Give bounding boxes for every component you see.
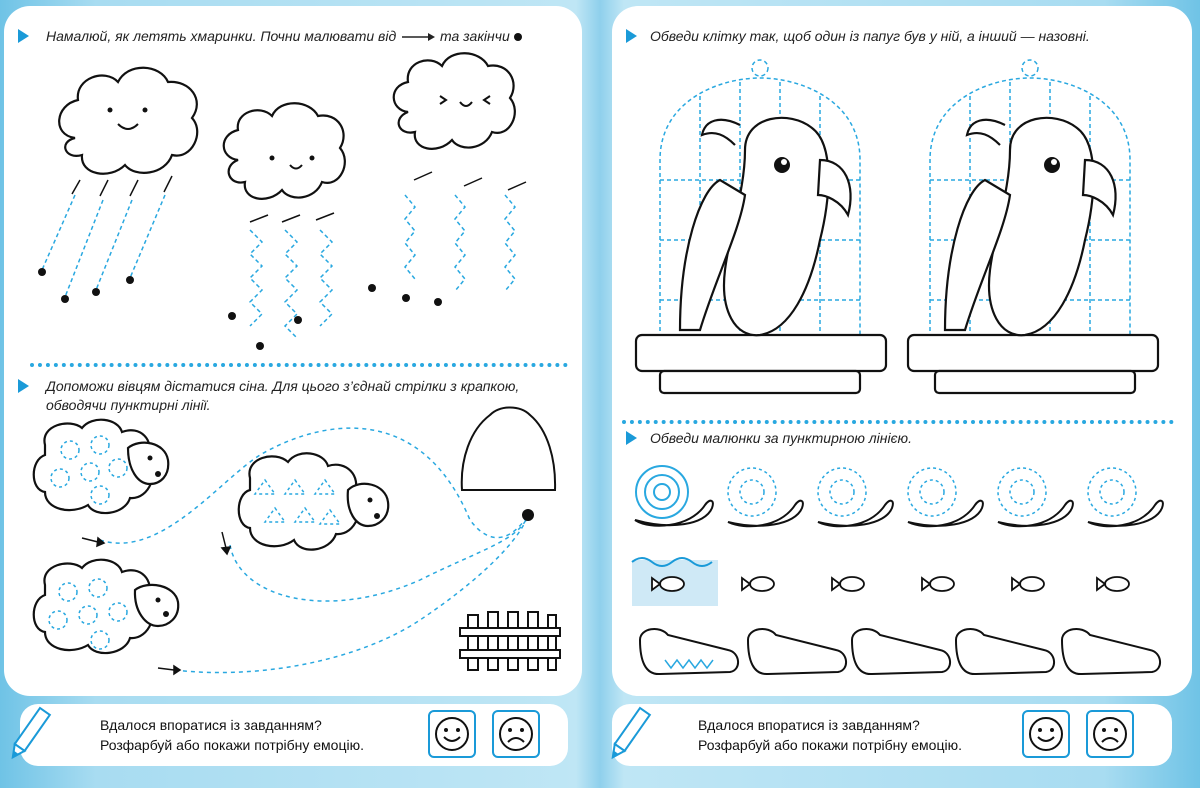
left-footer-line2: Розфарбуй або покажи потрібну емоцію. bbox=[100, 737, 364, 753]
right-task2-instruction: Обведи малюнки за пунктирною лінією. bbox=[650, 430, 912, 446]
left-task1-text: Намалюй, як летять хмаринки. Почни малювати від bbox=[46, 28, 397, 44]
left-task2-line1: Допоможи вівцям дістатися сіна. Для цього з’єднай стрілки з крапкою, bbox=[46, 378, 520, 394]
right-footer-line2: Розфарбуй або покажи потрібну емоцію. bbox=[698, 737, 962, 753]
happy-face-icon bbox=[1028, 716, 1064, 752]
left-task1-text-end: та закінчи bbox=[440, 28, 510, 44]
right-task1-instruction: Обведи клітку так, щоб один із папуг був у ній, а інший — назовні. bbox=[650, 28, 1090, 44]
right-footer-line1: Вдалося впоратися із завданням? bbox=[698, 717, 920, 733]
right-footer-text bbox=[698, 715, 962, 755]
pencil-icon bbox=[608, 708, 650, 761]
left-footer-line1: Вдалося впоратися із завданням? bbox=[100, 717, 322, 733]
left-task2-line2: обводячи пунктирні лінії. bbox=[46, 397, 211, 413]
sad-face-button[interactable] bbox=[1086, 710, 1134, 758]
sad-face-icon bbox=[1092, 716, 1128, 752]
happy-face-button[interactable] bbox=[1022, 710, 1070, 758]
